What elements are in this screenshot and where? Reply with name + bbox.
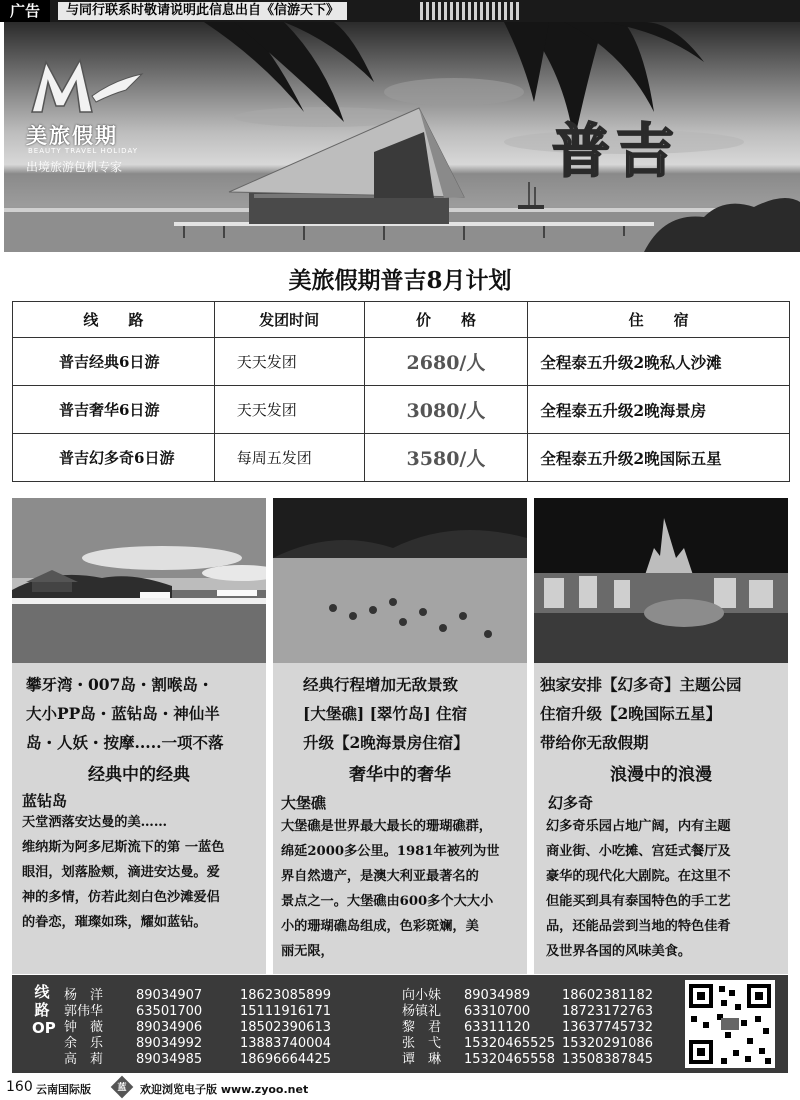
photo-beach <box>12 498 266 663</box>
route-cell: 普吉奢华6日游 <box>13 386 215 434</box>
page-number: 160 <box>6 1079 33 1095</box>
brand-tagline: 出境旅游包机专家 <box>26 160 123 174</box>
column-luxury <box>273 498 527 974</box>
description: 幻多奇乐园占地广阔，内有主题 商业街、小吃摊、宫廷式餐厅及 豪华的现代化大剧院。在这里不 但能买到具有泰国特色的手工艺 品，还能品尝到当地的特色佳肴 及世界各国的风味美食。 <box>546 819 731 959</box>
description: 大堡礁是世界最大最长的珊瑚礁群， 绵延2000多公里。1981年被列为世 界自然遗产，是澳大利亚最著名的 景点之一。大堡礁由600多个大大小 小的珊瑚礁岛组成，色彩斑斓，美 丽无限， <box>281 819 500 959</box>
qr-code-icon <box>685 980 775 1068</box>
edition-label: 云南国际版 <box>36 1083 91 1096</box>
highlight-text: 攀牙湾・007岛・割喉岛・ 大小PP岛・蓝钻岛・神仙半 岛・人妖・按摩.....一项不落 <box>26 675 224 752</box>
contacts-panel: 线路OP 杨 洋 89034907 18623085899 郭伟华 63501700 15111916171 钟 薇 89034906 18502390613 余 乐 89034992 13883740004 高 莉 89034985 18696664425 向小妹 89034989 18602381182 杨镇礼 63310700 18723172763 黎 君 63311120 13637745732 张 弋 15320465525 15320291086 谭 琳 15320465558 13508387845 <box>12 975 788 1073</box>
header-price: 价 格 <box>364 302 528 338</box>
notice-fade-pattern <box>420 2 520 20</box>
table-row <box>13 338 790 386</box>
brand-english: BEAUTY TRAVEL HOLIDAY <box>28 147 138 155</box>
brand-name: 美旅假期 <box>26 124 118 148</box>
table-row <box>13 386 790 434</box>
destination-title: 普吉 <box>552 117 681 185</box>
plan-table <box>12 301 790 482</box>
description: 天堂洒落安达曼的美…… 维纳斯为阿多尼斯流下的第 一蓝色 眼泪，划落脸颊，滴进安达曼。爱 神的多情，仿若此刻白色沙滩爱侣 的眷恋，璀璨如珠，耀如蓝钻。 <box>22 815 225 930</box>
column-classic <box>12 498 266 974</box>
route-cell: 普吉经典6日游 <box>13 338 215 386</box>
desc-heading: 幻多奇 <box>548 794 594 812</box>
stay-cell: 全程泰五升级2晚私人沙滩 <box>528 338 790 386</box>
browse-link[interactable]: 欢迎浏览电子版 www.zyoo.net <box>140 1083 309 1096</box>
column-romance <box>534 498 788 974</box>
column-subtitle: 浪漫中的浪漫 <box>610 765 712 785</box>
ad-bar <box>0 0 800 22</box>
highlight-text: 独家安排【幻多奇】主题公园 住宿升级【2晚国际五星】 带给你无敌假期 <box>540 675 742 752</box>
stay-cell: 全程泰五升级2晚海景房 <box>528 386 790 434</box>
ad-tag: 广告 <box>0 0 50 22</box>
header-stay: 住 宿 <box>528 302 790 338</box>
header-route: 线 路 <box>13 302 215 338</box>
column-subtitle: 经典中的经典 <box>88 765 190 785</box>
photo-snorkel <box>273 498 527 663</box>
price-cell: 3580/人 <box>364 434 528 482</box>
source-notice: 与同行联系时敬请说明此信息出自《信游天下》 <box>58 2 347 20</box>
desc-heading: 蓝钻岛 <box>22 792 68 810</box>
price-cell: 2680/人 <box>364 338 528 386</box>
departure-cell: 天天发团 <box>214 386 364 434</box>
highlight-text: 经典行程增加无敌景致 [大堡礁] [翠竹岛] 住宿 升级【2晚海景房住宿】 <box>303 675 469 752</box>
departure-cell: 天天发团 <box>214 338 364 386</box>
plan-title: 美旅假期普吉8月计划 <box>288 267 512 294</box>
hero-banner <box>4 22 800 252</box>
footer <box>0 1076 800 1100</box>
stay-cell: 全程泰五升级2晚国际五星 <box>528 434 790 482</box>
table-row <box>13 434 790 482</box>
plan-header-row <box>13 302 790 338</box>
header-departure: 发团时间 <box>214 302 364 338</box>
column-subtitle: 奢华中的奢华 <box>349 765 451 785</box>
photo-fantasea <box>534 498 788 663</box>
route-cell: 普吉幻多奇6日游 <box>13 434 215 482</box>
brand-mark-icon <box>26 52 146 118</box>
desc-heading: 大堡礁 <box>281 794 327 812</box>
price-cell: 3080/人 <box>364 386 528 434</box>
contacts-label: 线路OP <box>32 983 56 1037</box>
edition-badge: 蓝 <box>117 1083 127 1093</box>
departure-cell: 每周五发团 <box>214 434 364 482</box>
